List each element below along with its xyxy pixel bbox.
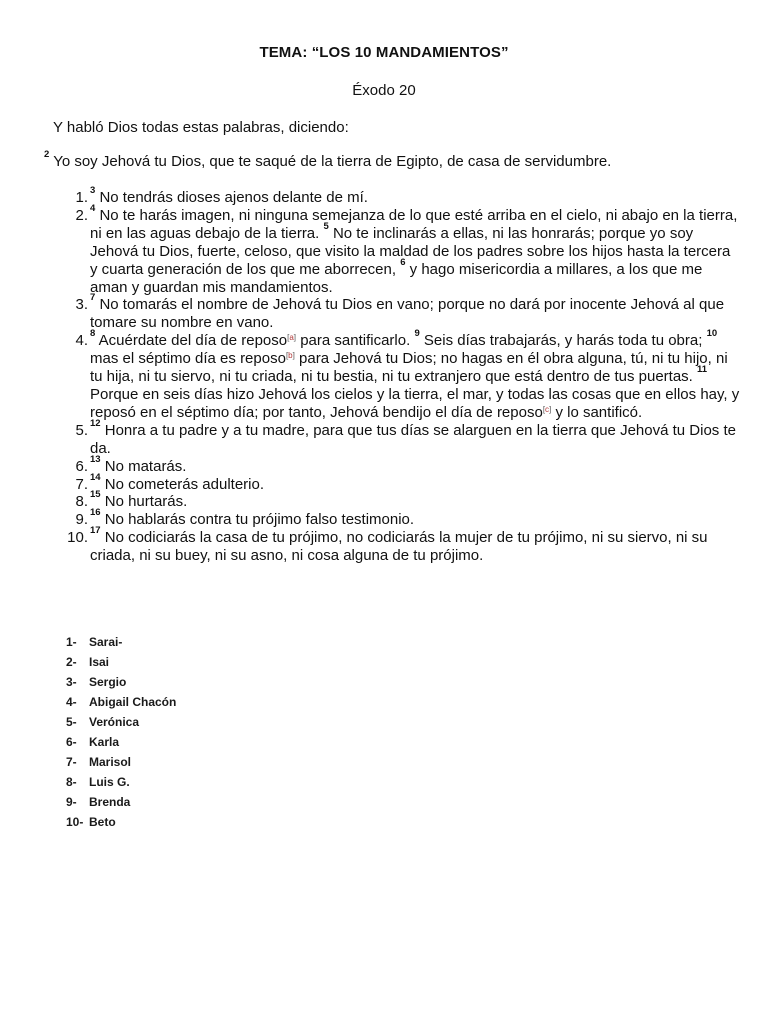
- name-text: Beto: [89, 815, 116, 829]
- footnote-link[interactable]: [c]: [542, 404, 552, 414]
- commandment-item: [0, 417, 740, 458]
- footnote-link[interactable]: [b]: [285, 351, 295, 361]
- verse-text: No te inclinarás a ellas, ni las honrarás; porque yo soy Jehová tu Dios, fuerte, celoso, que visito la maldad de los padres sobre los hijos hasta la tercera y cuarta generación de los que me aborrecen,: [90, 224, 731, 278]
- item-number: 9.: [75, 511, 88, 529]
- verse-text: No codiciarás la casa de tu prójimo, no codiciarás la mujer de tu prójimo, ni su siervo, ni su criada, ni su buey, ni su asno, ni cosa alguna de tu prójimo.: [90, 529, 708, 565]
- name-item: [66, 752, 176, 772]
- verse-number: 4: [90, 202, 96, 214]
- item-number: 7.: [75, 475, 88, 493]
- verse-number: 8: [90, 328, 96, 340]
- verse-text: No tendrás dioses ajenos delante de mí.: [99, 189, 368, 206]
- verse-2: [44, 149, 612, 170]
- verse-text: para santificarlo.: [300, 332, 411, 350]
- commandment-item: [0, 185, 740, 207]
- intro-text: Y habló Dios todas estas palabras, diciendo:: [53, 119, 349, 136]
- name-text: Sergio: [89, 675, 127, 689]
- name-number: 3-: [66, 675, 77, 689]
- verse-number: 9: [414, 328, 420, 340]
- item-number: 5.: [75, 421, 88, 439]
- name-number: 5-: [66, 715, 77, 729]
- verse-text: Porque en seis días hizo Jehová los cielos y la tierra, el mar, y todas las cosas que en ellos hay, y reposó en el séptimo día; por tanto, Jehová bendijo el día de reposo: [90, 385, 740, 421]
- commandments-list: [0, 185, 740, 565]
- verse-text: mas el séptimo día es reposo: [90, 350, 286, 368]
- commandment-item: [0, 328, 740, 422]
- item-number: 2.: [75, 206, 88, 224]
- item-number: 6.: [75, 457, 88, 475]
- verse-text: Yo soy Jehová tu Dios, que te saqué de la tierra de Egipto, de casa de servidumbre.: [53, 153, 612, 170]
- name-item: [66, 652, 176, 672]
- name-item: [66, 712, 176, 732]
- footnote-link[interactable]: [a]: [287, 333, 297, 343]
- verse-number: 14: [90, 471, 101, 483]
- name-number: 8-: [66, 775, 77, 789]
- document-title: TEMA: “LOS 10 MANDAMIENTOS”: [259, 44, 509, 61]
- verse-number: 3: [90, 185, 96, 196]
- commandment-item: [0, 202, 740, 297]
- commandment-item: [0, 525, 740, 565]
- scripture-reference: Éxodo 20: [352, 82, 416, 99]
- commandment-item: [0, 292, 740, 332]
- name-text: Marisol: [89, 755, 132, 769]
- verse-number: 2: [44, 149, 50, 160]
- item-number: 3.: [75, 296, 88, 314]
- name-item: [66, 792, 176, 812]
- verse-number: 11: [697, 364, 708, 376]
- verse-text: No hurtarás.: [104, 493, 188, 511]
- verse-text: Seis días trabajarás, y harás toda tu obra;: [423, 332, 703, 350]
- verse-number: 17: [90, 525, 101, 537]
- item-number: 1.: [75, 189, 88, 206]
- name-item: [66, 732, 176, 752]
- name-item: [66, 632, 176, 652]
- name-text: Sarai-: [89, 635, 123, 649]
- verse-text: No hablarás contra tu prójimo falso testimonio.: [104, 511, 415, 529]
- verse-text: Honra a tu padre y a tu madre, para que tus días se alarguen en la tierra que Jehová tu Dios te da.: [90, 421, 736, 457]
- name-text: Karla: [89, 735, 120, 749]
- verse-text: No matarás.: [104, 457, 187, 475]
- name-number: 2-: [66, 655, 77, 669]
- verse-text: y hago misericordia a millares, a los que me aman y guardan mis mandamientos.: [90, 260, 703, 296]
- name-item: [66, 692, 176, 712]
- name-number: 6-: [66, 735, 77, 749]
- verse-number: 7: [90, 292, 96, 304]
- verse-number: 10: [706, 328, 718, 340]
- verse-number: 16: [90, 507, 101, 519]
- name-number: 4-: [66, 695, 77, 709]
- name-text: Abigail Chacón: [89, 695, 177, 709]
- commandment-item: [0, 471, 740, 494]
- verse-text: para Jehová tu Dios; no hagas en él obra alguna, tú, ni tu hijo, ni tu hija, ni tu siervo, ni tu criada, ni tu bestia, ni tu extranjero que está dentro de tus puertas.: [90, 350, 728, 386]
- name-text: Isai: [89, 655, 110, 669]
- item-number: 8.: [75, 493, 88, 511]
- verse-number: 5: [323, 220, 329, 232]
- name-item: [66, 812, 176, 832]
- name-item: [66, 672, 176, 692]
- name-item: [66, 772, 176, 792]
- item-number: 4.: [75, 332, 88, 350]
- name-number: 7-: [66, 755, 77, 769]
- name-number: 10-: [66, 815, 84, 829]
- verse-text: No te harás imagen, ni ninguna semejanza de lo que esté arriba en el cielo, ni abajo en la tierra, ni en las aguas debajo de la tierra.: [90, 206, 738, 242]
- name-text: Luis G.: [89, 775, 130, 789]
- name-text: Verónica: [89, 715, 140, 729]
- commandment-item: [0, 489, 740, 511]
- verse-text: y lo santificó.: [555, 403, 643, 421]
- verse-number: 13: [90, 453, 101, 465]
- name-text: Brenda: [89, 795, 131, 809]
- item-number: 10.: [67, 529, 88, 547]
- name-number: 1-: [66, 635, 77, 649]
- verse-number: 15: [90, 489, 101, 501]
- verse-text: No tomarás el nombre de Jehová tu Dios en vano; porque no dará por inocente Jehová al que tomare su nombre en vano.: [90, 296, 725, 332]
- verse-number: 6: [400, 256, 406, 268]
- commandment-item: [0, 453, 740, 476]
- name-number: 9-: [66, 795, 77, 809]
- verse-text: No cometerás adulterio.: [104, 475, 264, 493]
- verse-number: 12: [90, 417, 101, 429]
- verse-text: Acuérdate del día de reposo: [98, 332, 288, 350]
- commandment-item: [0, 507, 740, 529]
- names-list: [66, 632, 176, 832]
